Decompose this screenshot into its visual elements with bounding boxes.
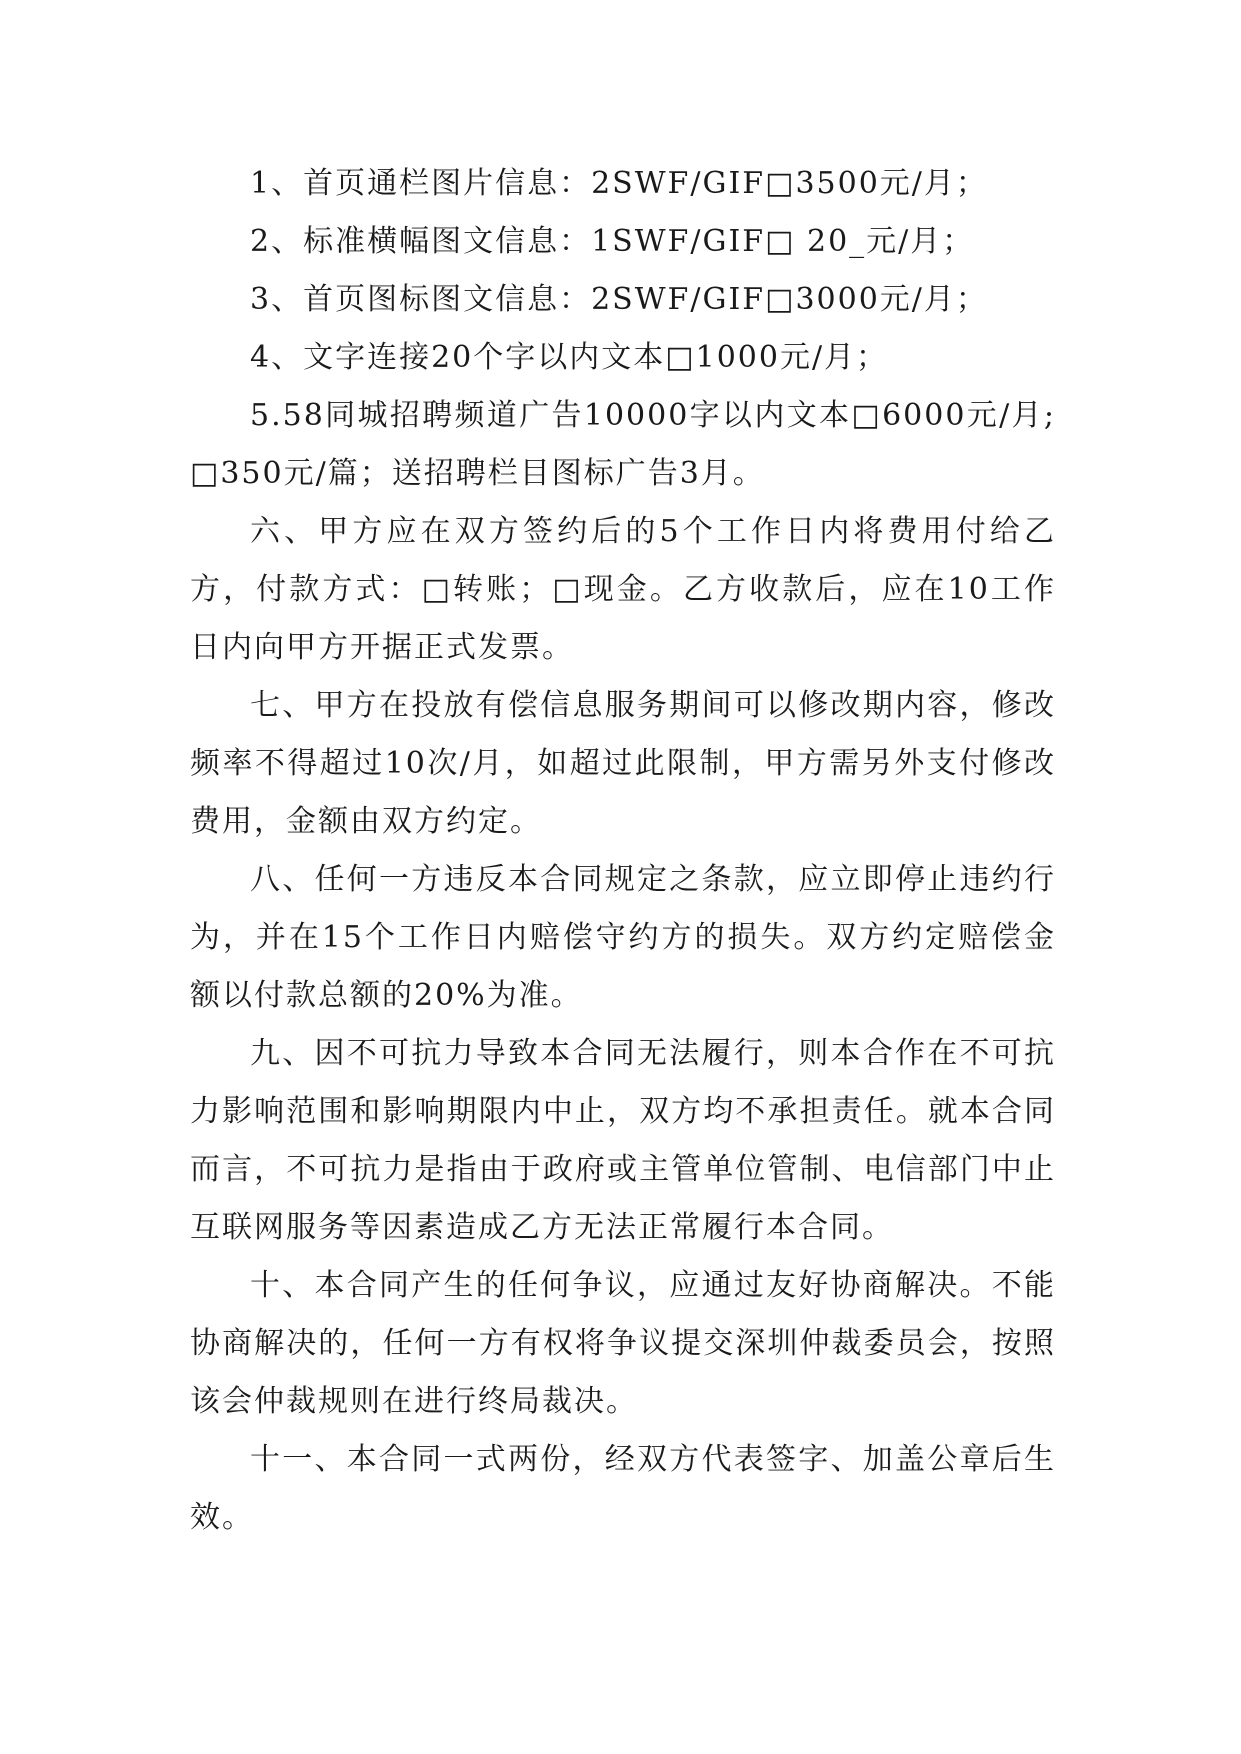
clause-11-effectiveness: 十一、本合同一式两份，经双方代表签字、加盖公章后生效。 (190, 1442, 1056, 1535)
item-5-recruitment-channel: 5.58同城招聘频道广告10000字以内文本□6000元/月;□350元/篇；送招聘栏目图标广告3月。 (190, 398, 1056, 491)
clause-8-breach: 八、任何一方违反本合同规定之条款，应立即停止违约行为，并在15个工作日内赔偿守约方的损失。双方约定赔偿金额以付款总额的20%为准。 (190, 862, 1056, 1013)
item-4-text-link: 4、文字连接20个字以内文本□1000元/月； (250, 340, 889, 375)
clause-9-force-majeure: 九、因不可抗力导致本合同无法履行，则本合作在不可抗力影响范围和影响期限内中止，双方均不承担责任。就本合同而言，不可抗力是指由于政府或主管单位管制、电信部门中止互联网服务等因素造成乙方无法正常履行本合同。 (190, 1036, 1056, 1245)
clause-10-disputes: 十、本合同产生的任何争议，应通过友好协商解决。不能协商解决的，任何一方有权将争议提交深圳仲裁委员会，按照该会仲裁规则在进行终局裁决。 (190, 1268, 1056, 1419)
clause-6-payment: 六、甲方应在双方签约后的5个工作日内将费用付给乙方，付款方式：□转账；□现金。乙方收款后，应在10工作日内向甲方开据正式发票。 (190, 514, 1056, 665)
item-2-standard-banner: 2、标准横幅图文信息：1SWF/GIF□ 20_元/月； (250, 224, 975, 259)
item-3-homepage-icon: 3、首页图标图文信息：2SWF/GIF□3000元/月； (250, 282, 988, 317)
clause-7-modification: 七、甲方在投放有偿信息服务期间可以修改期内容，修改频率不得超过10次/月，如超过此限制，甲方需另外支付修改费用，金额由双方约定。 (190, 688, 1056, 839)
contract-body (190, 155, 1056, 1547)
item-1-banner-image: 1、首页通栏图片信息：2SWF/GIF□3500元/月； (250, 166, 988, 201)
